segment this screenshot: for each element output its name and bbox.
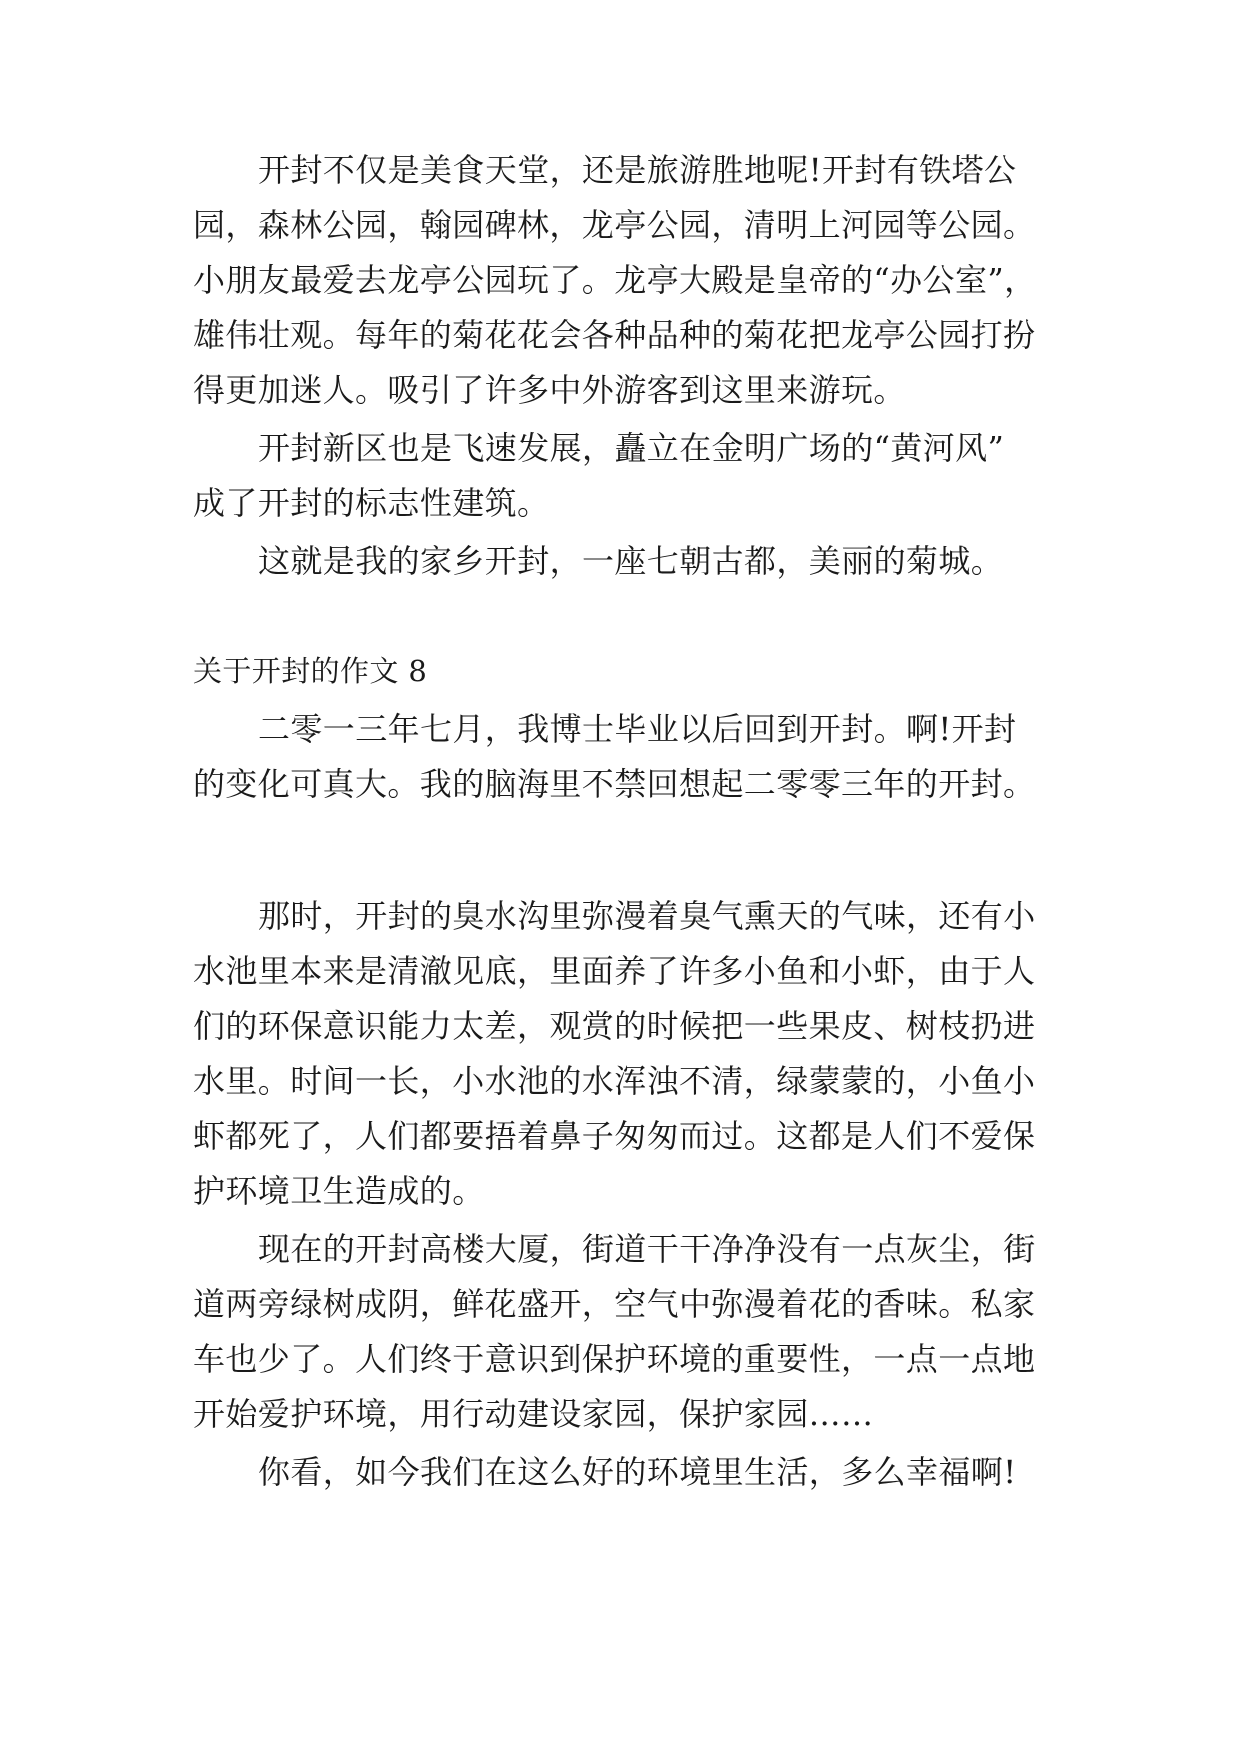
- text-line: 得更加迷人。吸引了许多中外游客到这里来游玩。: [193, 371, 906, 409]
- text-line: 雄伟壮观。每年的菊花花会各种品种的菊花把龙亭公园打扮: [193, 316, 1036, 354]
- text-line: 现在的开封高楼大厦，街道干干净净没有一点灰尘，街: [258, 1230, 1036, 1268]
- text-line: 小朋友最爱去龙亭公园玩了。龙亭大殿是皇帝的“办公室”，: [193, 261, 1037, 299]
- text-line: 你看，如今我们在这么好的环境里生活，多么幸福啊!: [258, 1453, 1017, 1491]
- text-line: 水池里本来是清澈见底，里面养了许多小鱼和小虾，由于人: [193, 952, 1036, 990]
- text-line: 成了开封的标志性建筑。: [193, 484, 550, 522]
- text-line: 开封不仅是美食天堂，还是旅游胜地呢!开封有铁塔公: [258, 151, 1017, 189]
- text-line: 这就是我的家乡开封，一座七朝古都，美丽的菊城。: [258, 542, 1004, 580]
- text-line: 园，森林公园，翰园碑林，龙亭公园，清明上河园等公园。: [193, 206, 1036, 244]
- text-line: 道两旁绿树成阴，鲜花盛开，空气中弥漫着花的香味。私家: [193, 1285, 1036, 1323]
- text-line: 护环境卫生造成的。: [193, 1172, 485, 1210]
- text-line: 虾都死了，人们都要捂着鼻子匆匆而过。这都是人们不爱保: [193, 1117, 1036, 1155]
- text-line: 车也少了。人们终于意识到保护环境的重要性，一点一点地: [193, 1340, 1036, 1378]
- text-line: 开始爱护环境，用行动建设家园，保护家园……: [193, 1395, 874, 1433]
- text-line: 的变化可真大。我的脑海里不禁回想起二零零三年的开封。: [193, 765, 1036, 803]
- text-line: 开封新区也是飞速发展，矗立在金明广场的“黄河风”: [258, 429, 1005, 467]
- section-heading: 关于开封的作文 8: [193, 654, 428, 688]
- text-line: 二零一三年七月，我博士毕业以后回到开封。啊!开封: [258, 710, 1017, 748]
- text-line: 水里。时间一长，小水池的水浑浊不清，绿蒙蒙的，小鱼小: [193, 1062, 1036, 1100]
- text-line: 们的环保意识能力太差，观赏的时候把一些果皮、树枝扔进: [193, 1007, 1036, 1045]
- text-line: 那时，开封的臭水沟里弥漫着臭气熏天的气味，还有小: [258, 897, 1036, 935]
